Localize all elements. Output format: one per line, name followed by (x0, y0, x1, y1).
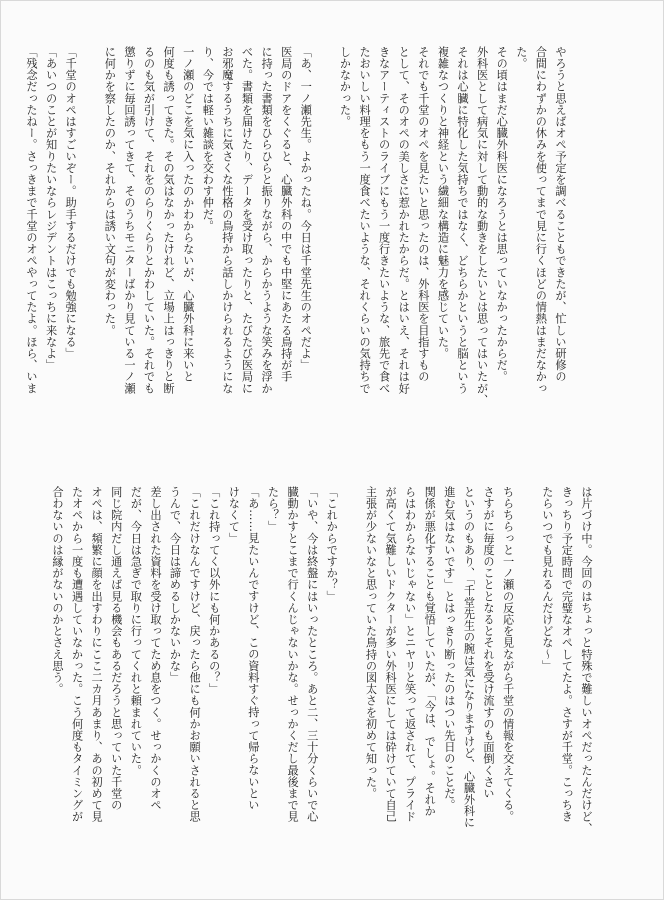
text-line: 「千堂のオペはすごいぞー。助手するだけでも勉強になる」 (64, 46, 78, 360)
text-line: が高くて気難しいドクターが多い外科医にしては砕けていて自己 (384, 486, 398, 823)
text-line: 同じ院内だし通えば見る機会もあるだろうと思っていた千堂の (109, 486, 123, 811)
text-line: お邪魔するうちに気さくな性格の鳥持から話しかけられるようにな (220, 46, 234, 394)
lower-text-block (50, 486, 596, 856)
text-line (341, 486, 361, 856)
text-line: 医局のドアをくぐると、心臓外科の中でも中堅にあたる鳥持が手 (279, 46, 293, 383)
text-line: 懲りずに毎回誘ってきて、そのうちモニターばかり見ている一ノ瀬 (122, 46, 136, 394)
text-line: た。 (514, 46, 528, 70)
text-line: それでも千堂のオペを見たいと思ったのは、外科医を目指すもの (416, 46, 430, 383)
text-line: べた。書類を届けたり、データを受け取ったりと、たびたび医局に (240, 46, 254, 394)
text-line: 関係が悪化することも覚悟していたが、「今は、でしょ。それか (423, 486, 437, 817)
text-line (315, 46, 335, 441)
text-line: きなアーティストのライブにもう一度行きたいような、旅先で食べ (377, 46, 391, 394)
text-line: 「これ持ってく以外にも何かあるの？」 (207, 486, 221, 695)
text-line: それは心臓に特化した気持ちではなく、どちらかというと脳という (456, 46, 470, 394)
upper-text-block (24, 46, 570, 441)
text-line: 「あいつのことが知りたいならレジデントはこっちに来なよ」 (44, 46, 58, 371)
text-line: うんで、今日は諦めるしかないかな」 (168, 486, 182, 684)
text-line: は片づけ中。今回のはちょっと特殊で難しいオペだったんだけど、 (580, 486, 593, 834)
text-line: 合わないのは縁がないのかとさえ思う。 (50, 486, 64, 695)
text-line: たら？」 (266, 486, 280, 533)
text-line: 主張が少ないなと思っていた鳥持の図太さを初めて知った。 (364, 486, 378, 800)
text-line (518, 486, 538, 856)
text-line: らはわからないじゃない」とニヤリと笑って返されて、プライド (403, 486, 417, 823)
text-line: り、今では軽い雑談を交わす仲だ。 (201, 46, 215, 232)
text-line: きっちり予定時間で完璧なオペしてたよ。さすが千堂。こっちき (560, 486, 574, 823)
text-line: 合間にわずかの休みを使ってまで見に行くほどの情熱はまだなかっ (534, 46, 548, 394)
text-line: ちらちらっと一ノ瀬の反応を見ながら千堂の情報を交えてくる。 (501, 486, 515, 823)
text-line: 「いや、今は終盤にはいったところ。あと二、三十分くらいで心 (305, 486, 319, 823)
text-line: その頃はまだ心臓外科医になろうとは思っていなかったからだ。 (495, 46, 509, 383)
text-line: 外科医として病気に対して動的な動きをしたいとは思ってはいたが、 (475, 46, 489, 406)
text-line: 「これだけなんですけど、戻ったら他にも何かお願いされると思 (188, 486, 202, 823)
text-line: として、そのオペの美しさに惹かれたからだ。とはいえ、それは好 (397, 46, 411, 394)
text-line: に何かを察したのか、それからは誘い文句が変わった。 (103, 46, 117, 336)
text-line: さすがに毎度のこととなるとそれを受け流すのも面倒くさい (482, 486, 496, 800)
text-line: 臓動かすとこまで行くんじゃないかな。せっかくだし最後まで見 (286, 486, 300, 823)
text-line: 何度も誘ってきた。その気はなかったけれど、立場上はっきりと断 (162, 46, 176, 394)
text-line: やろうと思えばオペ予定を調べることもできたが、忙しい研修の (554, 46, 567, 383)
text-line: たおいしい料理をもう一度食べたいような、それくらいの気持ちで (358, 46, 372, 394)
text-line: というのもあり、「千堂先生の腕は気になりますけど、心臓外科に (462, 486, 476, 829)
text-line: オペは、頻繁に顔を出すわりにここ二カ月あまり、あの初めて見 (90, 486, 104, 823)
text-line: 「残念だったねー。さっきまで千堂のオペやってたよ。ほら、いま (24, 46, 38, 394)
text-line: けなくて」 (227, 486, 241, 544)
text-line: るのも気が引けて、それをのらりくらりとかわしていた。それでも (142, 46, 156, 394)
text-line: に持った書類をひらひらと振りながら、からかうような笑みを浮か (260, 46, 274, 394)
text-line: 差し出された資料を受け取ってため息をつく。せっかくのオペ (148, 486, 162, 811)
text-line: 一ノ瀬のどこを気に入ったのかわからないが、心臓外科に来いと (181, 46, 195, 383)
text-line (80, 46, 100, 441)
text-line: 複雑なつくりと神経という繊細な構造に魅力を感じていた。 (436, 46, 450, 360)
text-line: 「これからですか？」 (325, 486, 339, 602)
text-line: だが、今日は急ぎで取りに行ってくれと頼まれていた。 (129, 486, 143, 776)
text-line: 「あ、一ノ瀬先生。よかったね。今日は千堂先生のオペだよ」 (299, 46, 313, 371)
text-line: たらいつでも見れるんだけどな～」 (540, 486, 554, 672)
text-line: 「あ……見たいんですけど、この資料すぐ持って帰らないとい (246, 486, 260, 811)
text-line: しかなかった。 (338, 46, 352, 128)
text-line: 進む気はないです」とはっきり断ったのはつい先日のことだ。 (442, 486, 456, 811)
text-line: たオペから一度も遭遇していなかった。こう何度もタイミングが (70, 486, 84, 823)
